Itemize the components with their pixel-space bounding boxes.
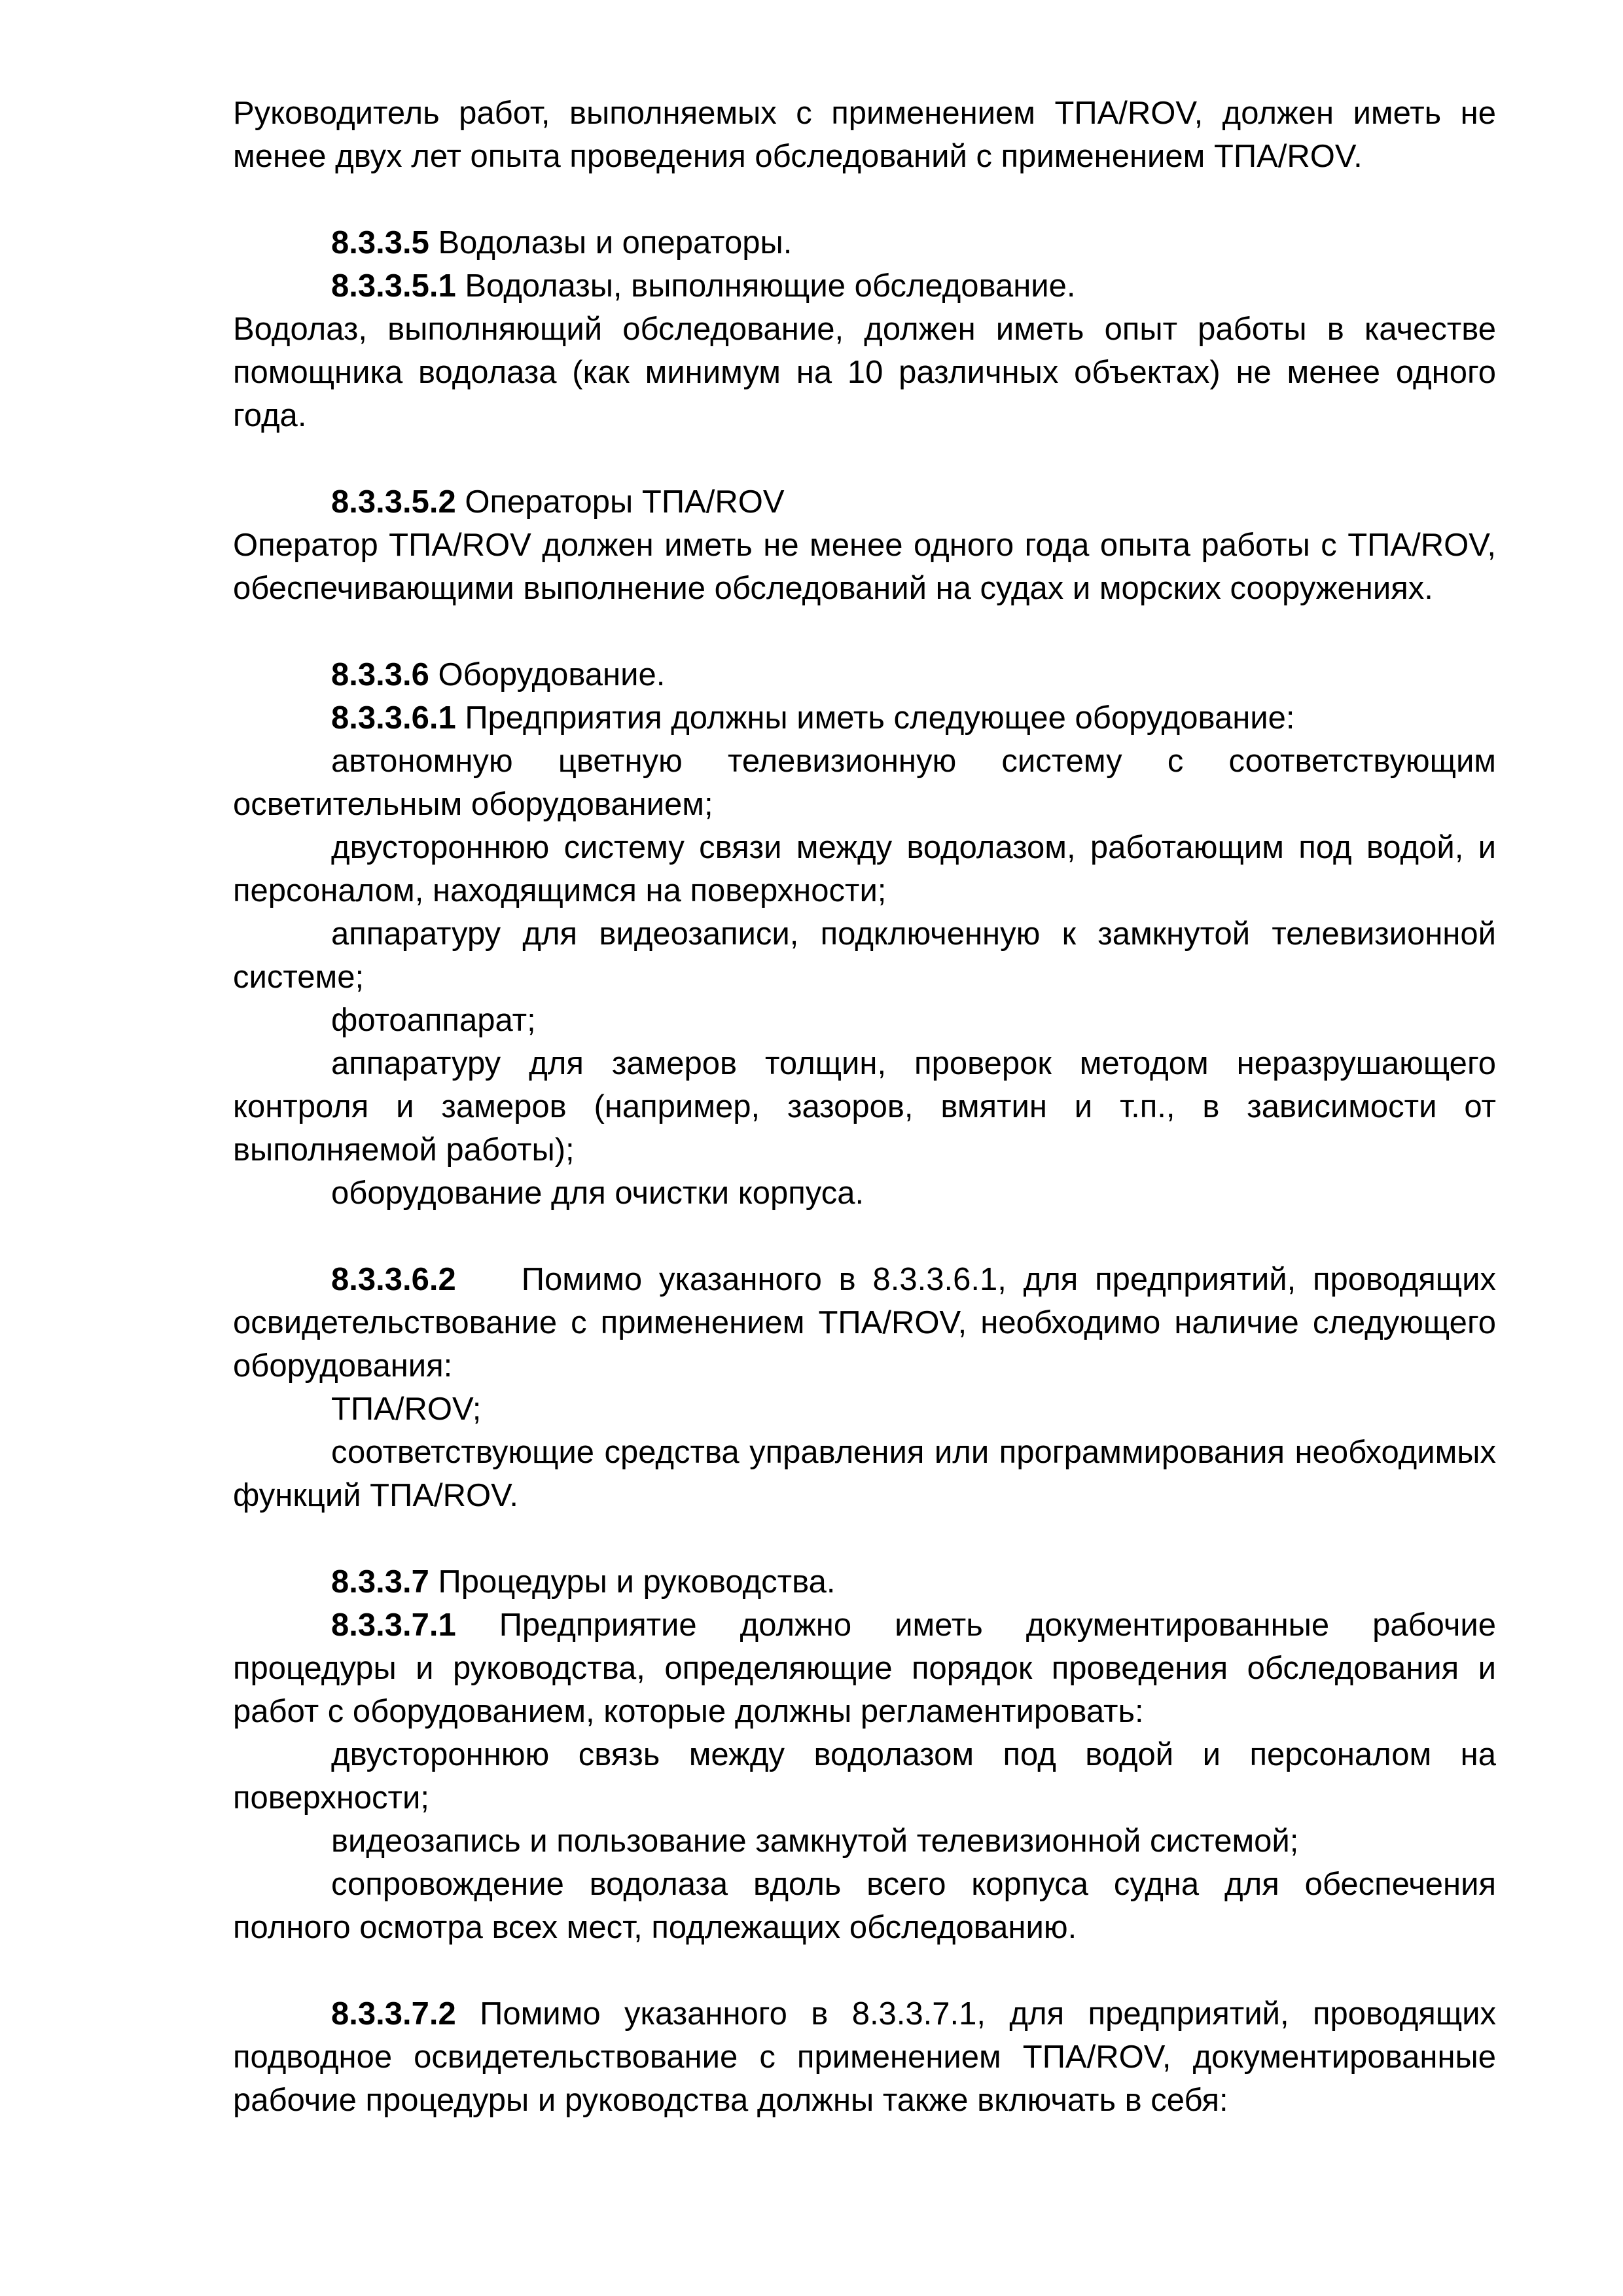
section-8-3-3-6-1-heading — [233, 696, 1496, 740]
section-number: 8.3.3.6.2 — [331, 1262, 456, 1297]
section-title: Процедуры и руководства. — [429, 1564, 836, 1600]
section-number: 8.3.3.7.1 — [331, 1607, 456, 1643]
section-number: 8.3.3.7 — [331, 1564, 429, 1600]
list-item: двустороннюю связь между водолазом под водой и персоналом на поверхности; — [233, 1737, 1496, 1816]
spacer — [233, 610, 1496, 653]
list-item: автономную цветную телевизионную систему с соответствующим осветительным оборудованием; — [233, 744, 1496, 822]
list-item: аппаратуру для замеров толщин, проверок методом неразрушающего контроля и замеров (например, зазоров, вмятин и т.п., в зависимости от выполняемой работы); — [233, 1046, 1496, 1168]
section-8-3-3-6-heading — [233, 653, 1496, 696]
section-title: Операторы ТПА/ROV — [455, 484, 785, 520]
section-number: 8.3.3.6.1 — [331, 700, 456, 736]
spacer — [233, 1517, 1496, 1560]
section-number: 8.3.3.6 — [331, 657, 429, 692]
section-text: Предприятие должно иметь документированные рабочие процедуры и руководства, определяющие порядок проведения обследования и работ с оборудованием, которые должны регламентировать: — [233, 1607, 1496, 1729]
list-item: аппаратуру для видеозаписи, подключенную к замкнутой телевизионной системе; — [233, 916, 1496, 995]
section-title: Водолазы, выполняющие обследование. — [455, 268, 1076, 304]
section-8-3-3-7-1-paragraph — [233, 1604, 1496, 1733]
list-item: двустороннюю систему связи между водолазом, работающим под водой, и персоналом, находящимся на поверхности; — [233, 830, 1496, 908]
section-8-3-3-6-2-paragraph — [233, 1258, 1496, 1388]
spacer — [233, 1949, 1496, 1992]
list-item: оборудование для очистки корпуса. — [331, 1175, 865, 1211]
section-text: Помимо указанного в 8.3.3.7.1, для предприятий, проводящих подводное освидетельствование с применением ТПА/ROV, документированные рабочие процедуры и руководства должны также включать в себя: — [233, 1996, 1496, 2118]
document-page — [233, 92, 1496, 2122]
section-title: Предприятия должны иметь следующее оборудование: — [455, 700, 1295, 736]
section-8-3-3-5-2-text: Оператор ТПА/ROV должен иметь не менее одного года опыта работы с ТПА/ROV, обеспечивающими выполнение обследований на судах и морских сооружениях. — [233, 528, 1496, 606]
section-8-3-3-5-heading — [233, 221, 1496, 264]
list-item: ТПА/ROV; — [331, 1391, 482, 1427]
section-number: 8.3.3.5 — [331, 225, 429, 260]
section-text: Помимо указанного в 8.3.3.6.1, для предприятий, проводящих освидетельствование с применением ТПА/ROV, необходимо наличие следующего оборудования: — [233, 1262, 1496, 1384]
section-8-3-3-5-1-text: Водолаз, выполняющий обследование, должен иметь опыт работы в качестве помощника водолаза (как минимум на 10 различных объектах) не менее одного года. — [233, 312, 1496, 433]
spacer — [233, 437, 1496, 480]
list-item: соответствующие средства управления или программирования необходимых функций ТПА/ROV. — [233, 1435, 1496, 1513]
spacer — [233, 1215, 1496, 1258]
section-title: Оборудование. — [429, 657, 666, 692]
list-item: видеозапись и пользование замкнутой телевизионной системой; — [331, 1823, 1299, 1859]
list-item: фотоаппарат; — [331, 1003, 536, 1038]
section-number: 8.3.3.7.2 — [331, 1996, 456, 2032]
spacer — [233, 178, 1496, 221]
section-title: Водолазы и операторы. — [429, 225, 793, 260]
section-8-3-3-5-2-heading — [233, 480, 1496, 524]
list-item: сопровождение водолаза вдоль всего корпуса судна для обеспечения полного осмотра всех мест, подлежащих обследованию. — [233, 1867, 1496, 1945]
section-8-3-3-7-2-paragraph — [233, 1992, 1496, 2122]
section-8-3-3-7-heading — [233, 1560, 1496, 1604]
intro-paragraph: Руководитель работ, выполняемых с применением ТПА/ROV, должен иметь не менее двух лет опыта проведения обследований с применением ТПА/ROV. — [233, 96, 1496, 174]
section-number: 8.3.3.5.2 — [331, 484, 456, 520]
section-8-3-3-5-1-heading — [233, 264, 1496, 308]
section-number: 8.3.3.5.1 — [331, 268, 456, 304]
